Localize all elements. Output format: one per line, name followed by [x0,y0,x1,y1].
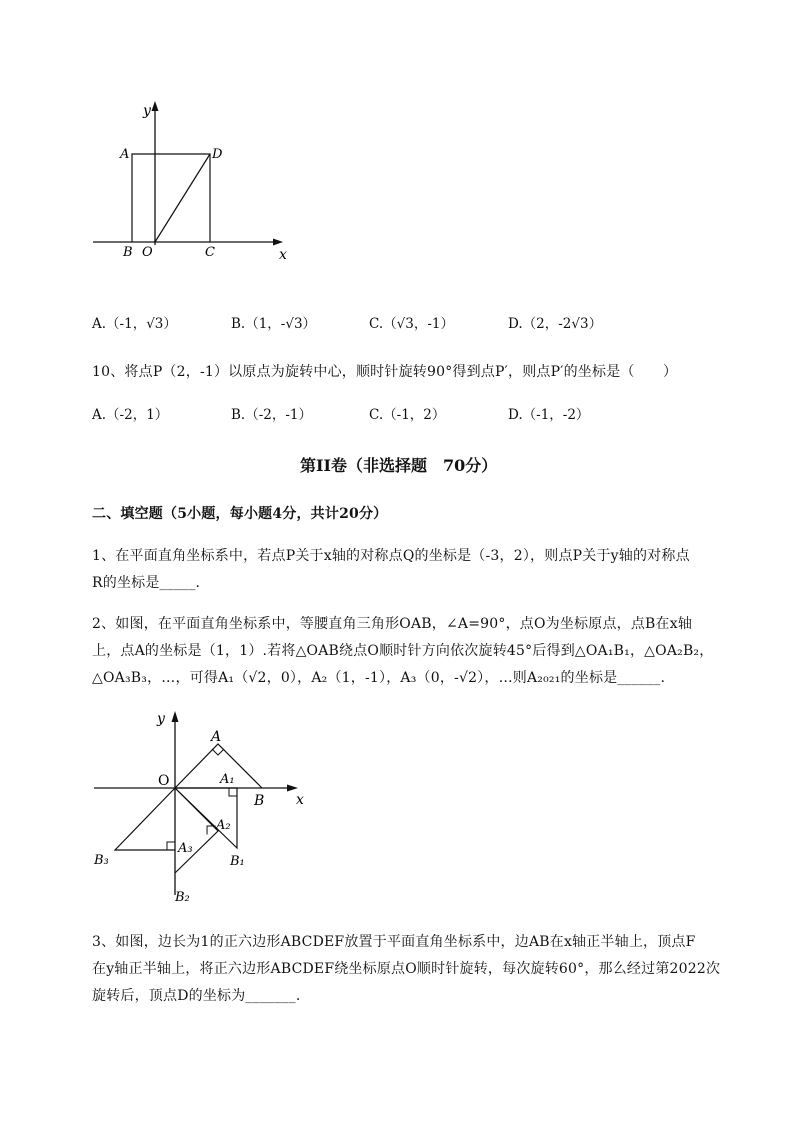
label-b1: B₁ [230,854,245,869]
q2-line1: 2、如图，在平面直角坐标系中，等腰直角三角形OAB，∠A=90°，点O为坐标原点，点B在x轴 [92,616,693,632]
label-a2: A₂ [216,818,231,833]
label-y: y [157,711,165,727]
label-c: C [205,245,215,260]
q9-option-c: C.（√3，-1） [369,316,454,332]
q1-line1: 1、在平面直角坐标系中，若点P关于x轴的对称点Q的坐标是（-3，2），则点P关于y轴的对称点 [92,548,690,564]
q2-line2: 上，点A的坐标是（1，1）.若将△OAB绕点O顺时针方向依次旋转45°后得到△OA₁B₁，△OA₂B₂， [92,643,714,659]
right-angle-a [212,749,224,755]
label-a: A [120,147,130,162]
label-b2: B₂ [175,890,190,905]
label-y: y [143,103,151,119]
y-axis-arrow [172,711,179,722]
label-a1: A₁ [220,772,235,787]
right-angle-a2 [203,822,216,835]
label-b: B [254,793,265,809]
q10-option-c: C.（-1，2） [369,407,446,423]
q9-option-a: A.（-1，√3） [92,316,177,332]
label-o: O [142,245,153,260]
q10-option-d: D.（-1，-2） [508,407,590,423]
y-axis-arrow [152,101,159,111]
figure-rotating-triangles [88,705,318,910]
label-b: B [123,245,133,260]
label-a3: A₃ [178,841,193,856]
q3-line1: 3、如图，边长为1的正六边形ABCDEF放置于平面直角坐标系中，边AB在x轴正半轴上，顶点F [92,934,696,950]
rectangle-abcd [132,154,210,242]
label-x: x [296,792,304,808]
figure-rectangle-axes [85,95,305,270]
x-axis-arrow [287,785,298,792]
q9-option-d: D.（2，-2√3） [508,316,603,332]
triangle-oa2b2 [175,788,218,873]
q1-line2: R的坐标是_____. [92,575,201,591]
q3-line3: 旋转后，顶点D的坐标为_______. [92,988,301,1004]
label-o: O [158,773,170,789]
segment-od [155,154,210,242]
right-angle-a3 [167,842,175,850]
triangle-oab [175,744,262,788]
right-angle-a1 [229,788,237,796]
label-a: A [211,729,222,745]
section2-heading: 二、填空题（5小题，每小题4分，共计20分） [92,506,388,522]
part2-title: 第II卷（非选择题 70分） [300,456,498,475]
q10-text: 10、将点P（2，-1）以原点为旋转中心，顺时针旋转90°得到点P′，则点P′的坐标是（ ） [92,364,678,380]
q2-line3: △OA₃B₃，…，可得A₁（√2，0），A₂（1，-1），A₃（0，-√2），…则A₂₀₂₁的坐标是______. [92,670,666,686]
q10-option-b: B.（-2，-1） [231,407,313,423]
x-axis-arrow [273,239,283,246]
label-b3: B₃ [94,853,109,868]
q10-option-a: A.（-2，1） [92,407,169,423]
triangle-oa3b3 [115,788,175,850]
q9-option-b: B.（1，-√3） [231,316,317,332]
label-d: D [212,147,223,162]
label-x: x [279,247,287,263]
q3-line2: 在y轴正半轴上，将正六边形ABCDEF绕坐标原点O顺时针旋转，每次旋转60°，那么经过第2022次 [92,961,721,977]
